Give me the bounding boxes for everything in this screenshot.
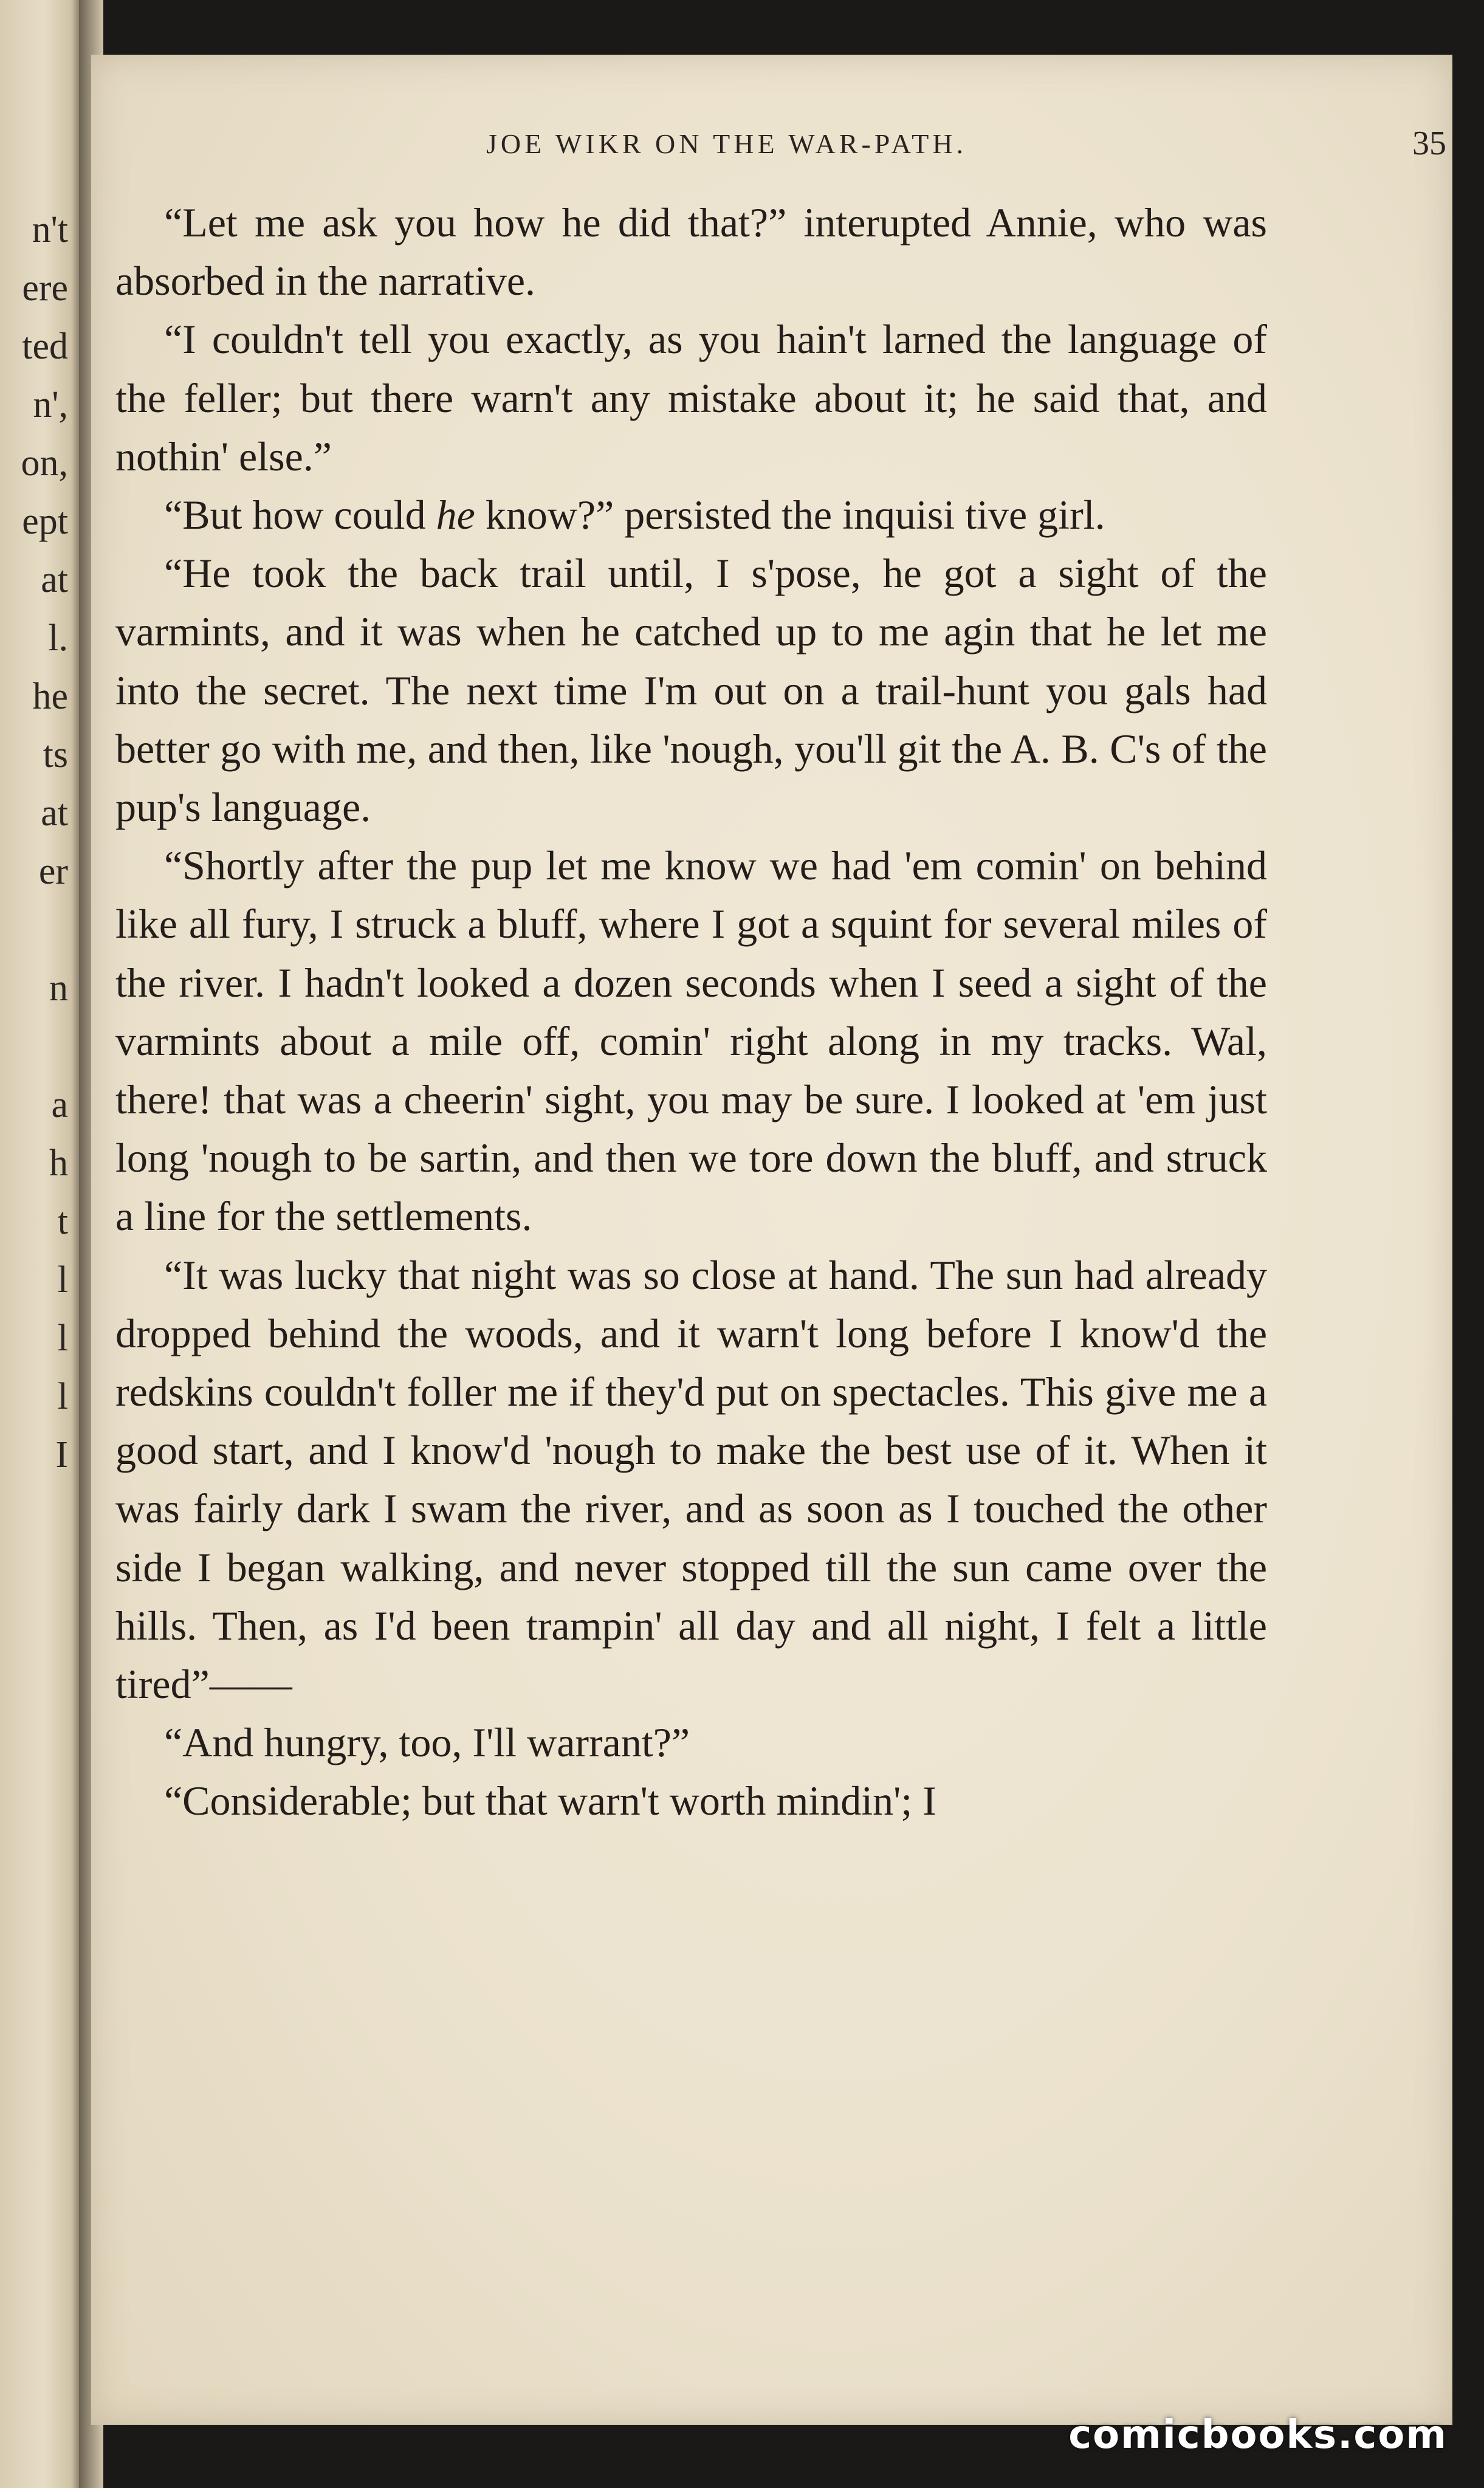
previous-page-line: ts [43,734,68,775]
previous-page-line: on, [21,442,68,484]
paragraph: “And hungry, too, I'll warrant?” [164,1719,690,1766]
running-head-title: JOE WIKR ON THE WAR-PATH. [486,128,967,159]
previous-page-text [0,201,79,1484]
previous-page-line: l [57,1259,68,1301]
paragraph: “Considerable; but that warn't worth mindin'; I [164,1778,936,1824]
previous-page-line: I [55,1434,68,1476]
previous-page-line [0,901,79,959]
paragraph: “I couldn't tell you exactly, as you hain't larned the language of the feller; but there warn't any mistake about it; he said that, and nothin' else.” [115,316,1267,479]
paragraph [115,486,1267,544]
previous-page-line [0,1017,79,1076]
previous-page-edge [0,0,79,2488]
running-head [383,125,1446,176]
paragraph-text: “But how could [164,492,436,538]
previous-page-line: at [41,559,68,600]
watermark: comicbooks.com [1068,2413,1448,2458]
previous-page-line: l [57,1376,68,1417]
body-text [115,193,1267,1830]
book-page [91,55,1452,2425]
previous-page-line: at [41,792,68,834]
italic-word: he [436,492,475,538]
previous-page-line: er [38,851,68,892]
paragraph: “Let me ask you how he did that?” interupted Annie, who was absorbed in the narrative. [115,199,1267,304]
previous-page-line: n', [33,384,68,425]
previous-page-line: ept [22,501,68,542]
previous-page-line: l [57,1318,68,1359]
paragraph: “He took the back trail until, I s'pose, he got a sight of the varmints, and it was when he catched up to me agin that he let me into the secret. The next time I'm out on a trail-hunt you gals had better go with me, and then, like 'nough, you'll git the A. B. C's of the pup's language. [115,550,1267,831]
previous-page-line: ted [22,326,68,367]
previous-page-line: t [57,1201,68,1242]
paragraph-text: know?” persisted the inquisi tive girl. [475,492,1105,538]
previous-page-line: he [32,676,68,717]
previous-page-line: n't [32,209,68,250]
previous-page-line: ere [22,267,68,309]
previous-page-line: l. [48,617,68,659]
previous-page-line: n [49,967,68,1009]
page-number: 35 [1412,125,1446,162]
previous-page-line: h [49,1143,68,1184]
paragraph: “Shortly after the pup let me know we had 'em comin' on behind like all fury, I struck a bluff, where I got a squint for several miles of the river. I hadn't looked a dozen seconds when I seed a sight of the varmints about a mile off, comin' right along in my tracks. Wal, there! that was a cheerin' sight, you may be sure. I looked at 'em just long 'nough to be sartin, and then we tore down the bluff, and struck a line for the settlements. [115,842,1267,1240]
paragraph: “It was lucky that night was so close at hand. The sun had already dropped behind the woods, and it warn't long before I know'd the redskins couldn't foller me if they'd put on spectacles. This give me a good start, and I know'd 'nough to make the best use of it. When it was fairly dark I swam the river, and as soon as I touched the other side I began walking, and never stopped till the sun came over the hills. Then, as I'd been trampin' all day and all night, I felt a little tired”—— [115,1251,1267,1708]
previous-page-line: a [51,1084,68,1125]
